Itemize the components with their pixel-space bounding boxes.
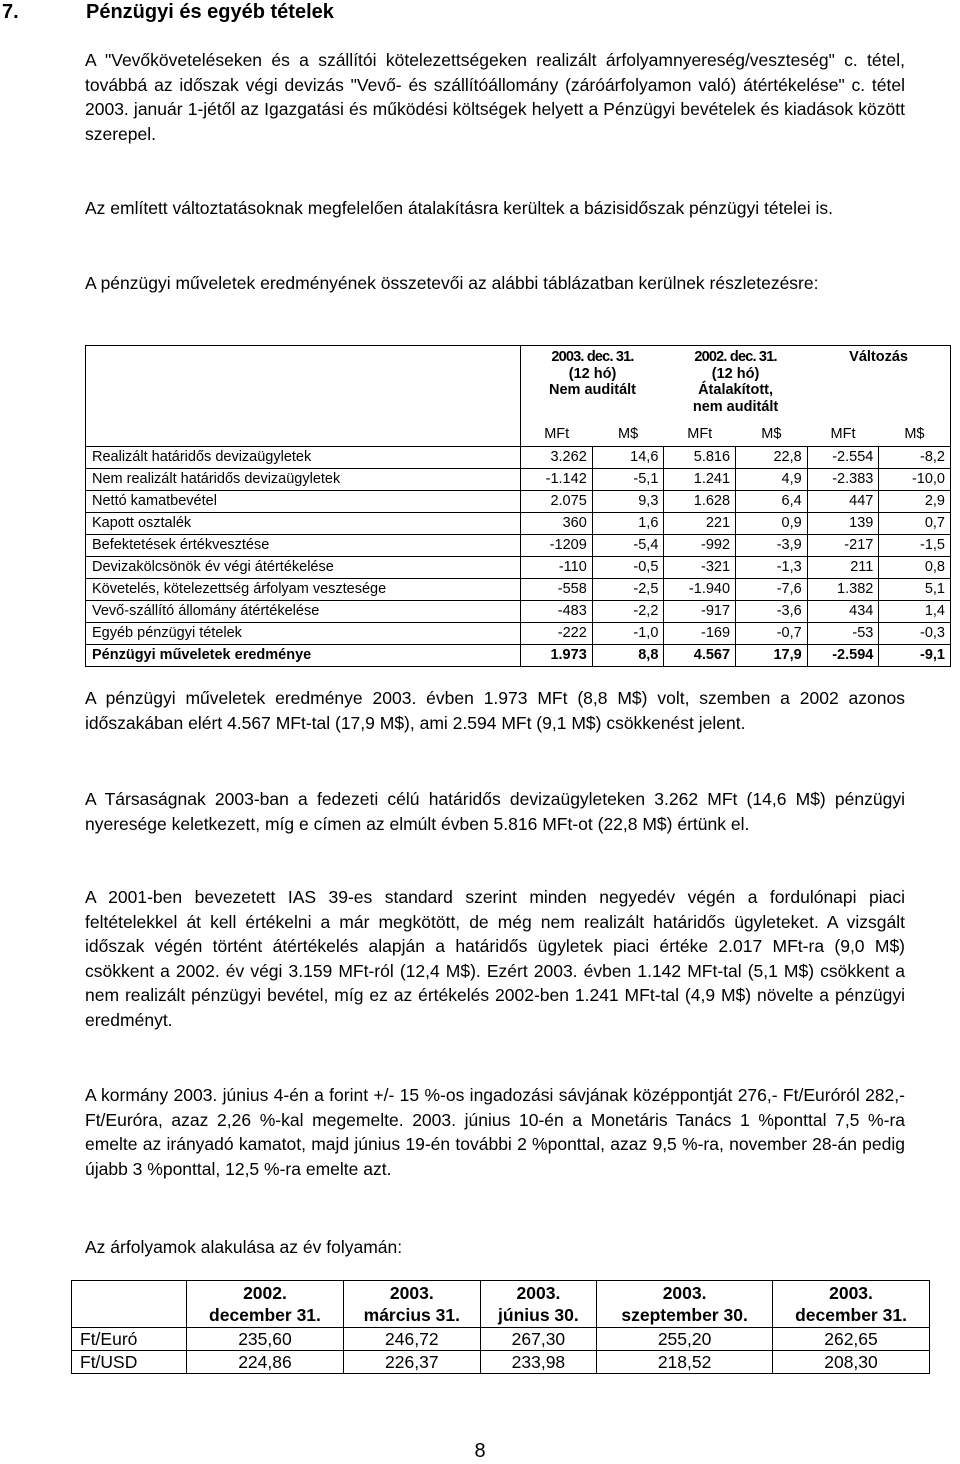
row-value: 6,4 xyxy=(736,491,808,513)
row-value: 1.973 xyxy=(521,645,593,667)
header-2002-date: 2002. dec. 31. xyxy=(694,349,777,365)
row-value: -3,9 xyxy=(736,535,808,557)
row-value: 360 xyxy=(521,513,593,535)
row-value: -2.383 xyxy=(807,469,879,491)
unit-cell: MFt xyxy=(664,426,736,447)
table-total-row xyxy=(86,645,951,667)
row-label: Nem realizált határidős devizaügyletek xyxy=(86,469,521,491)
row-value: 17,9 xyxy=(736,645,808,667)
row-value: 1.241 xyxy=(664,469,736,491)
unit-cell: M$ xyxy=(592,426,664,447)
fx-header-row xyxy=(72,1281,930,1328)
paragraph-result-summary: A pénzügyi műveletek eredménye 2003. évben 1.973 MFt (8,8 M$) volt, szemben a 2002 azonos időszakában elért 4.567 MFt-tal (17,9 M$), ami 2.594 MFt (9,1 M$) csökkenést jelent. xyxy=(85,688,905,733)
row-label: Kapott osztalék xyxy=(86,513,521,535)
row-value: 5,1 xyxy=(879,579,951,601)
row-value: -5,1 xyxy=(592,469,664,491)
fx-rate-value: 246,72 xyxy=(343,1328,480,1351)
row-value: -1.940 xyxy=(664,579,736,601)
row-value: 3.262 xyxy=(521,447,593,469)
fx-rate-value: 218,52 xyxy=(597,1351,773,1374)
header-2003 xyxy=(521,346,664,427)
header-2002-period: (12 hó) xyxy=(711,365,760,382)
exchange-rate-table xyxy=(71,1280,930,1374)
fx-rate-value: 226,37 xyxy=(343,1351,480,1374)
row-label: Nettó kamatbevétel xyxy=(86,491,521,513)
fx-header-year: 2002. xyxy=(243,1283,287,1303)
row-value: -992 xyxy=(664,535,736,557)
row-value: 5.816 xyxy=(664,447,736,469)
unit-cell: MFt xyxy=(521,426,593,447)
row-value: 1.628 xyxy=(664,491,736,513)
section-heading xyxy=(2,0,334,24)
row-value: -2.554 xyxy=(807,447,879,469)
row-value: -2,2 xyxy=(592,601,664,623)
fx-header-year: 2003. xyxy=(389,1283,434,1303)
row-value: 8,8 xyxy=(592,645,664,667)
section-title: Pénzügyi és egyéb tételek xyxy=(86,1,334,23)
table-row xyxy=(86,513,951,535)
fx-rate-value: 208,30 xyxy=(773,1351,930,1374)
header-2003-date: 2003. dec. 31. xyxy=(551,349,634,365)
fx-rate-value: 262,65 xyxy=(773,1328,930,1351)
header-2002 xyxy=(664,346,807,427)
row-label: Realizált határidős devizaügyletek xyxy=(86,447,521,469)
row-value: 0,7 xyxy=(879,513,951,535)
paragraph-table-intro: A pénzügyi műveletek eredményének összetevői az alábbi táblázatban kerülnek részletezésre: xyxy=(85,273,819,293)
fx-date-header xyxy=(480,1281,596,1328)
row-value: -5,4 xyxy=(592,535,664,557)
fx-date-header xyxy=(597,1281,773,1328)
row-value: 22,8 xyxy=(736,447,808,469)
fx-row xyxy=(72,1351,930,1374)
table-row xyxy=(86,623,951,645)
unit-cell: MFt xyxy=(807,426,879,447)
row-value: 139 xyxy=(807,513,879,535)
units-row xyxy=(86,426,951,447)
row-value: 9,3 xyxy=(592,491,664,513)
row-value: -0,3 xyxy=(879,623,951,645)
fx-header-date: szeptember 30. xyxy=(621,1305,748,1325)
table-row xyxy=(86,557,951,579)
row-value: -2.594 xyxy=(807,645,879,667)
fx-date-header xyxy=(187,1281,344,1328)
row-label: Befektetések értékvesztése xyxy=(86,535,521,557)
header-2003-status: Nem auditált xyxy=(549,382,637,398)
row-value: -1209 xyxy=(521,535,593,557)
fx-header-date: március 31. xyxy=(363,1305,460,1325)
fx-rate-value: 224,86 xyxy=(187,1351,344,1374)
header-2003-period: (12 hó) xyxy=(568,365,617,382)
fx-header-year: 2003. xyxy=(516,1283,561,1303)
section-number: 7. xyxy=(2,1,19,23)
row-value: -558 xyxy=(521,579,593,601)
row-value: -110 xyxy=(521,557,593,579)
table-row xyxy=(86,491,951,513)
row-value: 221 xyxy=(664,513,736,535)
paragraph-exchange-band: A kormány 2003. június 4-én a forint +/- 15 %-os ingadozási sávjának középpontját 276,- Ft/Euróról 282,- Ft/Euróra, azaz 2,26 %-kal megemelte. 2003. június 10-én a Monetáris Tanács 1 %ponttal 7,5 %-ra emelte az irányadó kamatot, majd június 19-én további 2 %ponttal, azaz 9,5 %-ra, november 28-án pedig újabb 3 %ponttal, 12,5 %-ra emelte azt. xyxy=(85,1085,905,1179)
units-blank-cell xyxy=(86,426,521,447)
row-value: -217 xyxy=(807,535,879,557)
row-value: -0,7 xyxy=(736,623,808,645)
fx-currency-label: Ft/USD xyxy=(72,1351,187,1374)
row-label: Devizakölcsönök év végi átértékelése xyxy=(86,557,521,579)
paragraph-reclassification: A "Vevőköveteléseken és a szállítói kötelezettségeken realizált árfolyamnyereség/veszteség" c. tétel, továbbá az időszak végi devizás "Vevő- és szállítóállomány (záróárfolyamon való) átértékelése" c. tétel 2003. január 1-jétől az Igazgatási és működési költségek helyett a Pénzügyi bevételek és kiadások között szerepel. xyxy=(85,50,905,144)
paragraph-rates-intro: Az árfolyamok alakulása az év folyamán: xyxy=(85,1237,403,1257)
table-header-row xyxy=(86,346,951,427)
row-value: -1,3 xyxy=(736,557,808,579)
row-label: Pénzügyi műveletek eredménye xyxy=(86,645,521,667)
financial-results-table xyxy=(85,345,951,667)
row-value: -8,2 xyxy=(879,447,951,469)
unit-cell: M$ xyxy=(736,426,808,447)
row-value: 0,8 xyxy=(879,557,951,579)
table-row xyxy=(86,601,951,623)
row-value: 4,9 xyxy=(736,469,808,491)
row-value: -222 xyxy=(521,623,593,645)
row-value: 434 xyxy=(807,601,879,623)
row-value: -1,5 xyxy=(879,535,951,557)
page-number: 8 xyxy=(474,1440,486,1462)
header-2002-status-2: nem auditált xyxy=(692,398,779,415)
row-value: 14,6 xyxy=(592,447,664,469)
row-value: 4.567 xyxy=(664,645,736,667)
fx-header-date: december 31. xyxy=(795,1305,907,1325)
paragraph-ias39: A 2001-ben bevezetett IAS 39-es standard szerint minden negyedév végén a fordulónapi piaci feltételekkel át kell értékelni a már megkötött, de még nem realizált határidős ügyleteket. A vizsgált időszak végén történt átértékelés alapján a határidős ügyletek piaci értéke 2.017 MFt-ra (9,0 M$) csökkent a 2002. év végi 3.159 MFt-ról (12,4 M$). Ezért 2003. évben 1.142 MFt-tal (5,1 M$) csökkent a nem realizált pénzügyi bevétel, míg ez az értékelés 2002-ben 1.241 MFt-tal (4,9 M$) növelte a pénzügyi eredményt. xyxy=(85,887,905,1030)
fx-header-date: június 30. xyxy=(498,1305,579,1325)
row-value: -169 xyxy=(664,623,736,645)
row-value: -2,5 xyxy=(592,579,664,601)
row-value: 2,9 xyxy=(879,491,951,513)
row-value: -1.142 xyxy=(521,469,593,491)
row-value: 2.075 xyxy=(521,491,593,513)
table-row xyxy=(86,535,951,557)
row-value: 447 xyxy=(807,491,879,513)
row-value: -9,1 xyxy=(879,645,951,667)
header-change xyxy=(807,346,950,427)
table-row xyxy=(86,469,951,491)
fx-rate-value: 233,98 xyxy=(480,1351,596,1374)
row-value: -0,5 xyxy=(592,557,664,579)
row-value: 211 xyxy=(807,557,879,579)
fx-date-header xyxy=(773,1281,930,1328)
table-row xyxy=(86,579,951,601)
fx-rate-value: 267,30 xyxy=(480,1328,596,1351)
row-value: -10,0 xyxy=(879,469,951,491)
row-value: -3,6 xyxy=(736,601,808,623)
fx-rate-value: 255,20 xyxy=(597,1328,773,1351)
row-value: -1,0 xyxy=(592,623,664,645)
row-value: -917 xyxy=(664,601,736,623)
row-value: 0,9 xyxy=(736,513,808,535)
row-label: Egyéb pénzügyi tételek xyxy=(86,623,521,645)
header-2002-status: Átalakított, xyxy=(698,382,773,398)
fx-header-year: 2003. xyxy=(829,1283,873,1303)
fx-header-date: december 31. xyxy=(209,1305,321,1325)
row-value: -483 xyxy=(521,601,593,623)
paragraph-hedging: A Társaságnak 2003-ban a fedezeti célú határidős devizaügyleteken 3.262 MFt (14,6 M$) pénzügyi nyeresége keletkezett, míg e címen az elmúlt évben 5.816 MFt-ot (22,8 M$) értünk el. xyxy=(85,789,905,834)
unit-cell: M$ xyxy=(879,426,951,447)
fx-currency-label: Ft/Euró xyxy=(72,1328,187,1351)
row-value: -321 xyxy=(664,557,736,579)
fx-header-year: 2003. xyxy=(662,1283,707,1303)
row-value: -53 xyxy=(807,623,879,645)
fx-date-header xyxy=(343,1281,480,1328)
row-value: 1,6 xyxy=(592,513,664,535)
row-value: 1,4 xyxy=(879,601,951,623)
row-label: Vevő-szállító állomány átértékelése xyxy=(86,601,521,623)
header-change-label: Változás xyxy=(849,349,909,365)
header-blank-cell xyxy=(86,346,521,427)
table-row xyxy=(86,447,951,469)
fx-row xyxy=(72,1328,930,1351)
paragraph-base-period: Az említett változtatásoknak megfelelően átalakításra kerültek a bázisidőszak pénzügyi tételei is. xyxy=(85,198,834,218)
row-value: -7,6 xyxy=(736,579,808,601)
row-label: Követelés, kötelezettség árfolyam vesztesége xyxy=(86,579,521,601)
fx-header-blank xyxy=(72,1281,187,1328)
fx-rate-value: 235,60 xyxy=(187,1328,344,1351)
row-value: 1.382 xyxy=(807,579,879,601)
